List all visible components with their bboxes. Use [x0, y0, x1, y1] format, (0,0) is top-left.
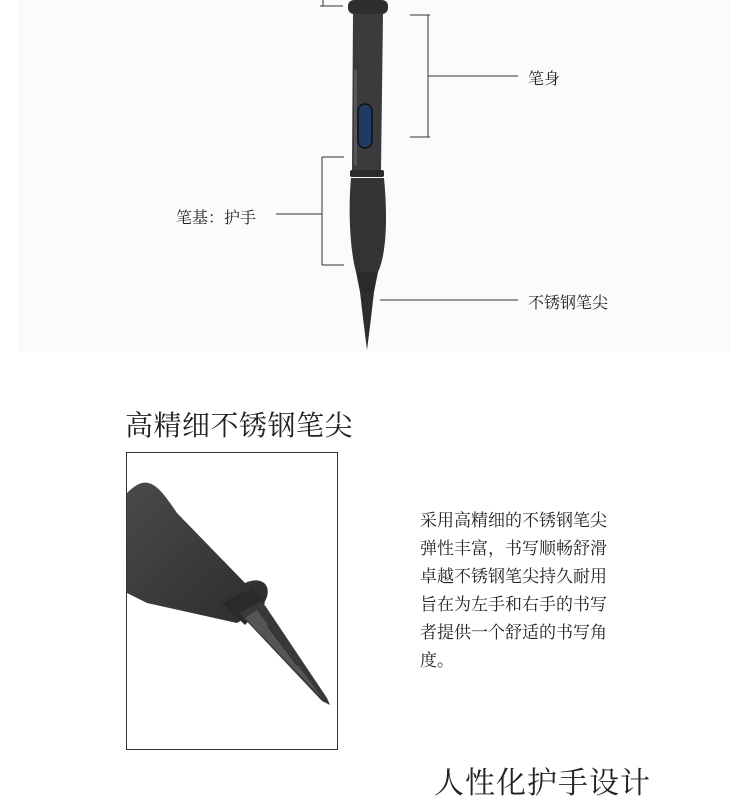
nib-description [420, 507, 640, 675]
pen-illustration [18, 0, 730, 352]
ink-window [358, 104, 372, 148]
desc-line: 弹性丰富，书写顺畅舒滑 [420, 539, 607, 559]
pen-anatomy-diagram [18, 0, 730, 352]
desc-line: 卓越不锈钢笔尖持久耐用 [420, 567, 607, 587]
nib-closeup-photo [126, 452, 338, 750]
section-heading: 高精细不锈钢笔尖 [125, 409, 354, 442]
desc-line: 采用高精细的不锈钢笔尖 [420, 511, 607, 531]
desc-line: 度。 [420, 651, 454, 671]
pen-nib [360, 292, 374, 350]
label-grip: 笔基：护手 [176, 208, 257, 227]
label-pen-body: 笔身 [528, 69, 561, 88]
desc-line: 者提供一个舒适的书写角 [420, 623, 607, 643]
pen-highlight [354, 70, 357, 165]
desc-line: 旨在为左手和右手的书写 [420, 595, 607, 615]
nib-closeup-illustration [127, 453, 337, 749]
nib-highlight [245, 610, 323, 699]
pen-cap-end [348, 0, 388, 14]
pen-grip-tip [356, 272, 378, 292]
pen-ring [350, 170, 384, 177]
next-section-heading: 人性化护手设计 [434, 766, 651, 801]
label-nib: 不锈钢笔尖 [528, 293, 609, 312]
pen-grip [350, 178, 386, 272]
